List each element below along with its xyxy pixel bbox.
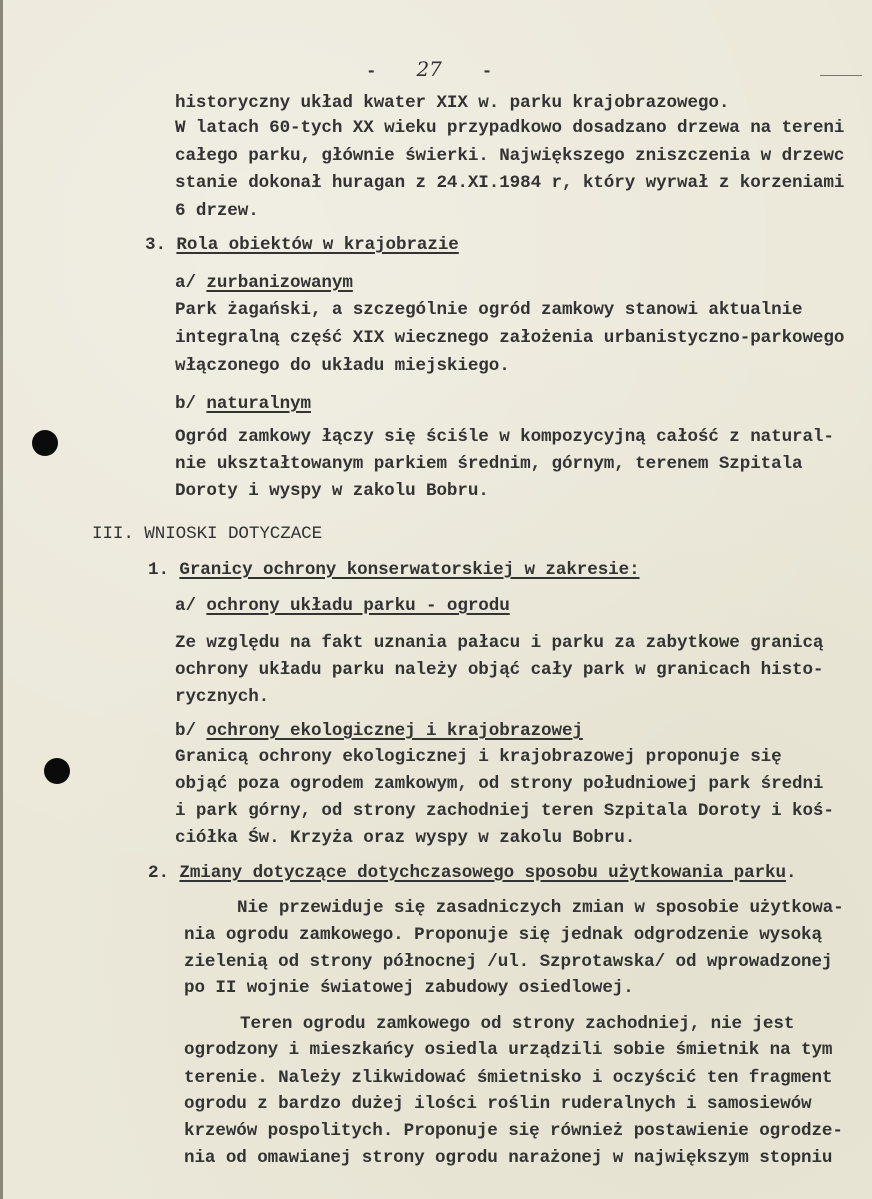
section-title: Rola obiektów w krajobrazie (176, 235, 459, 255)
sub-label: a/ (175, 596, 196, 616)
text-line: włączonego do układu miejskiego. (175, 356, 510, 376)
page-number-value: 27 (416, 57, 442, 81)
text-line: rycznych. (175, 687, 270, 707)
title-period: . (785, 863, 797, 883)
text-line: zielenią od strony północnej /ul. Szprotawska/ od wprowadzonej (184, 952, 833, 972)
subheading (175, 393, 311, 415)
subheading (175, 272, 353, 294)
sub-label: a/ (175, 273, 196, 293)
subheading (175, 595, 510, 617)
dash: - (366, 62, 377, 82)
punch-hole (44, 758, 70, 784)
text-line: nie ukształtowanym parkiem średnim, górnym, terenem Szpitala (175, 454, 803, 474)
text-line: całego parku, głównie świerki. Największego zniszczenia w drzewc (175, 146, 845, 166)
dash: - (481, 62, 493, 82)
text-line: nia ogrodu zamkowego. Proponuje się jednak odgrodzenie wysoką (184, 925, 822, 945)
text-line: Ze względu na fakt uznania pałacu i parku za zabytkowe granicą (175, 633, 824, 653)
text-line: i park górny, od strony zachodniej teren Szpitala Doroty i koś- (175, 801, 834, 821)
sub-title: ochrony układu parku - ogrodu (206, 596, 510, 616)
text-line: Granicą ochrony ekologicznej i krajobrazowej proponuje się (175, 747, 782, 767)
text-line: historyczny układ kwater XIX w. parku krajobrazowego. (175, 93, 730, 113)
page-number (366, 58, 492, 80)
text-line: Doroty i wyspy w zakolu Bobru. (175, 481, 489, 501)
sub-title: ochrony ekologicznej i krajobrazowej (206, 721, 583, 741)
page-edge (0, 0, 3, 1199)
text-line: ogrodzony i mieszkańcy osiedla urządzili sobie śmietnik na tym (184, 1040, 833, 1060)
section-number: 2. (148, 863, 169, 883)
section-title: Granicy ochrony konserwatorskiej w zakresie: (179, 560, 640, 580)
sub-label: b/ (175, 721, 196, 741)
text-line: Nie przewiduje się zasadniczych zmian w sposobie użytkowa- (237, 898, 844, 918)
text-line: Ogród zamkowy łączy się ściśle w kompozycyjną całość z natural- (175, 427, 834, 447)
chapter-heading: III. WNIOSKI DOTYCZACE (92, 524, 323, 544)
text-line: krzewów pospolitych. Proponuje się również postawienie ogrodze- (184, 1121, 843, 1141)
text-line: ciółka Św. Krzyża oraz wyspy w zakolu Bobru. (175, 828, 636, 848)
section-title: Zmiany dotyczące dotychczasowego sposobu użytkowania parku (179, 863, 786, 883)
text-line: Park żagański, a szczególnie ogród zamkowy stanowi aktualnie (175, 300, 803, 320)
text-line: objąć poza ogrodem zamkowym, od strony południowej park średni (175, 774, 824, 794)
text-line: ochrony układu parku należy objąć cały park w granicach histo- (175, 660, 824, 680)
text-line: integralną część XIX wiecznego założenia urbanistyczno-parkowego (175, 328, 845, 348)
section-heading (145, 234, 459, 256)
text-line: stanie dokonał huragan z 24.XI.1984 r, który wyrwał z korzeniami (175, 173, 845, 193)
sub-title: naturalnym (206, 394, 311, 414)
text-line: W latach 60-tych XX wieku przypadkowo dosadzano drzewa na tereni (175, 118, 845, 138)
section-number: 3. (145, 235, 166, 255)
section-heading (148, 862, 796, 884)
sub-title: zurbanizowanym (206, 273, 353, 293)
section-heading (148, 559, 640, 581)
section-number: 1. (148, 560, 169, 580)
punch-hole (32, 430, 58, 456)
header-rule (820, 75, 862, 76)
text-line: Teren ogrodu zamkowego od strony zachodniej, nie jest (240, 1014, 795, 1034)
subheading (175, 720, 583, 742)
text-line: 6 drzew. (175, 201, 259, 221)
text-line: ogrodu z bardzo dużej ilości roślin ruderalnych i samosiewów (184, 1094, 812, 1114)
text-line: po II wojnie światowej zabudowy osiedlowej. (184, 978, 634, 998)
text-line: nia od omawianej strony ogrodu narażonej w największym stopniu (184, 1148, 833, 1168)
text-line: terenie. Należy zlikwidować śmietnisko i oczyścić ten fragment (184, 1068, 833, 1088)
sub-label: b/ (175, 394, 196, 414)
